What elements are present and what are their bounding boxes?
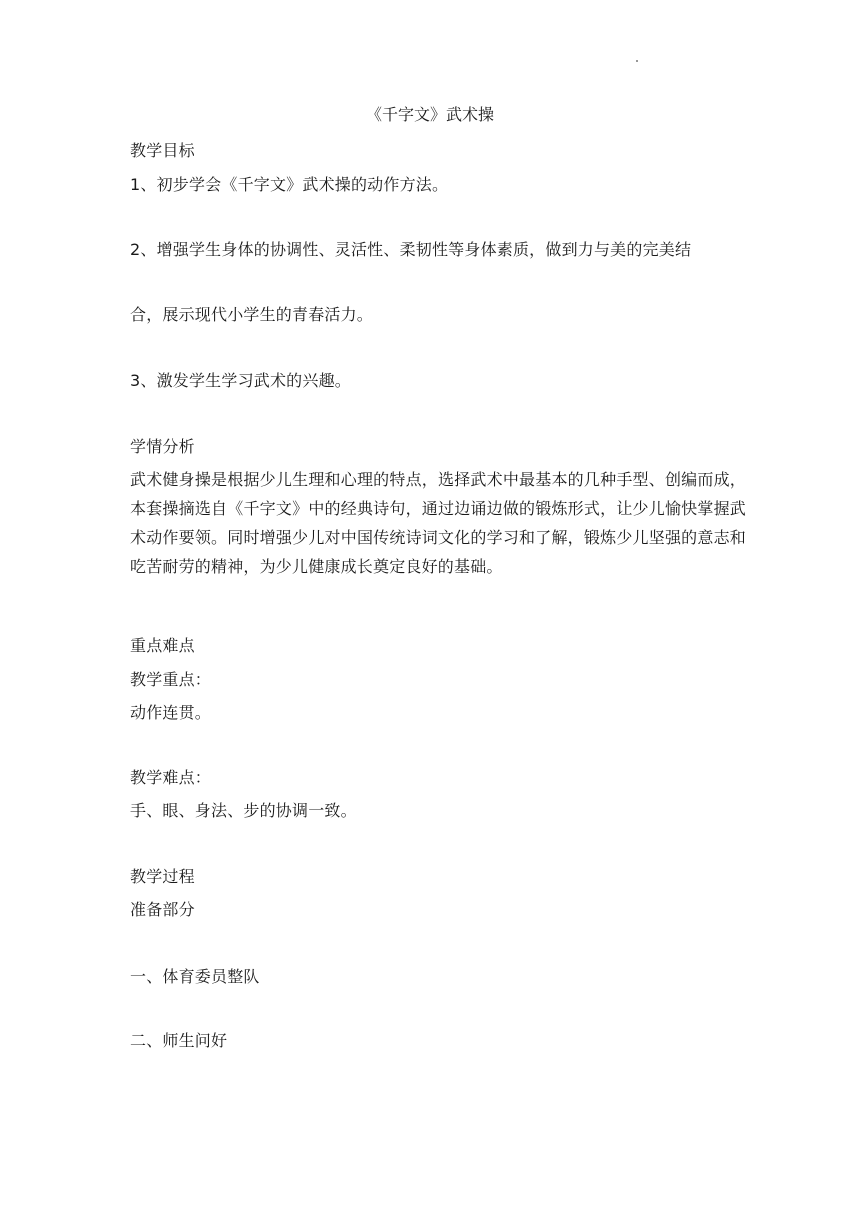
header-mark [636, 60, 638, 62]
process-sub-heading: 准备部分 [130, 900, 195, 919]
goal-item-2-line-2: 合，展示现代小学生的青春活力。 [130, 305, 374, 324]
analysis-heading: 学情分析 [130, 437, 195, 456]
goals-heading: 教学目标 [130, 141, 195, 160]
difficulty-label: 教学难点： [130, 768, 212, 787]
process-heading: 教学过程 [130, 867, 195, 886]
difficulty-text: 手、眼、身法、步的协调一致。 [130, 801, 357, 820]
goal-item-3: 3、激发学生学习武术的兴趣。 [130, 371, 351, 390]
goal-item-2-line-1: 2、增强学生身体的协调性、灵活性、柔韧性等身体素质，做到力与美的完美结 [130, 240, 692, 259]
document-title: 《千字文》武术操 [365, 105, 494, 124]
key-points-heading: 重点难点 [130, 636, 195, 655]
goal-item-1: 1、初步学会《千字文》武术操的动作方法。 [130, 175, 449, 194]
focus-label: 教学重点： [130, 670, 212, 689]
process-step-1: 一、体育委员整队 [130, 967, 260, 986]
focus-text: 动作连贯。 [130, 703, 212, 722]
process-step-2: 二、师生问好 [130, 1031, 228, 1050]
analysis-paragraph: 武术健身操是根据少儿生理和心理的特点，选择武术中最基本的几种手型、创编而成，本套操摘选自《千字文》中的经典诗句，通过边诵边做的锻炼形式，让少儿愉快掌握武术动作要领。同时增强少儿对中国传统诗词文化的学习和了解，锻炼少儿坚强的意志和吃苦耐劳的精神，为少儿健康成长奠定良好的基础。 [130, 470, 746, 576]
